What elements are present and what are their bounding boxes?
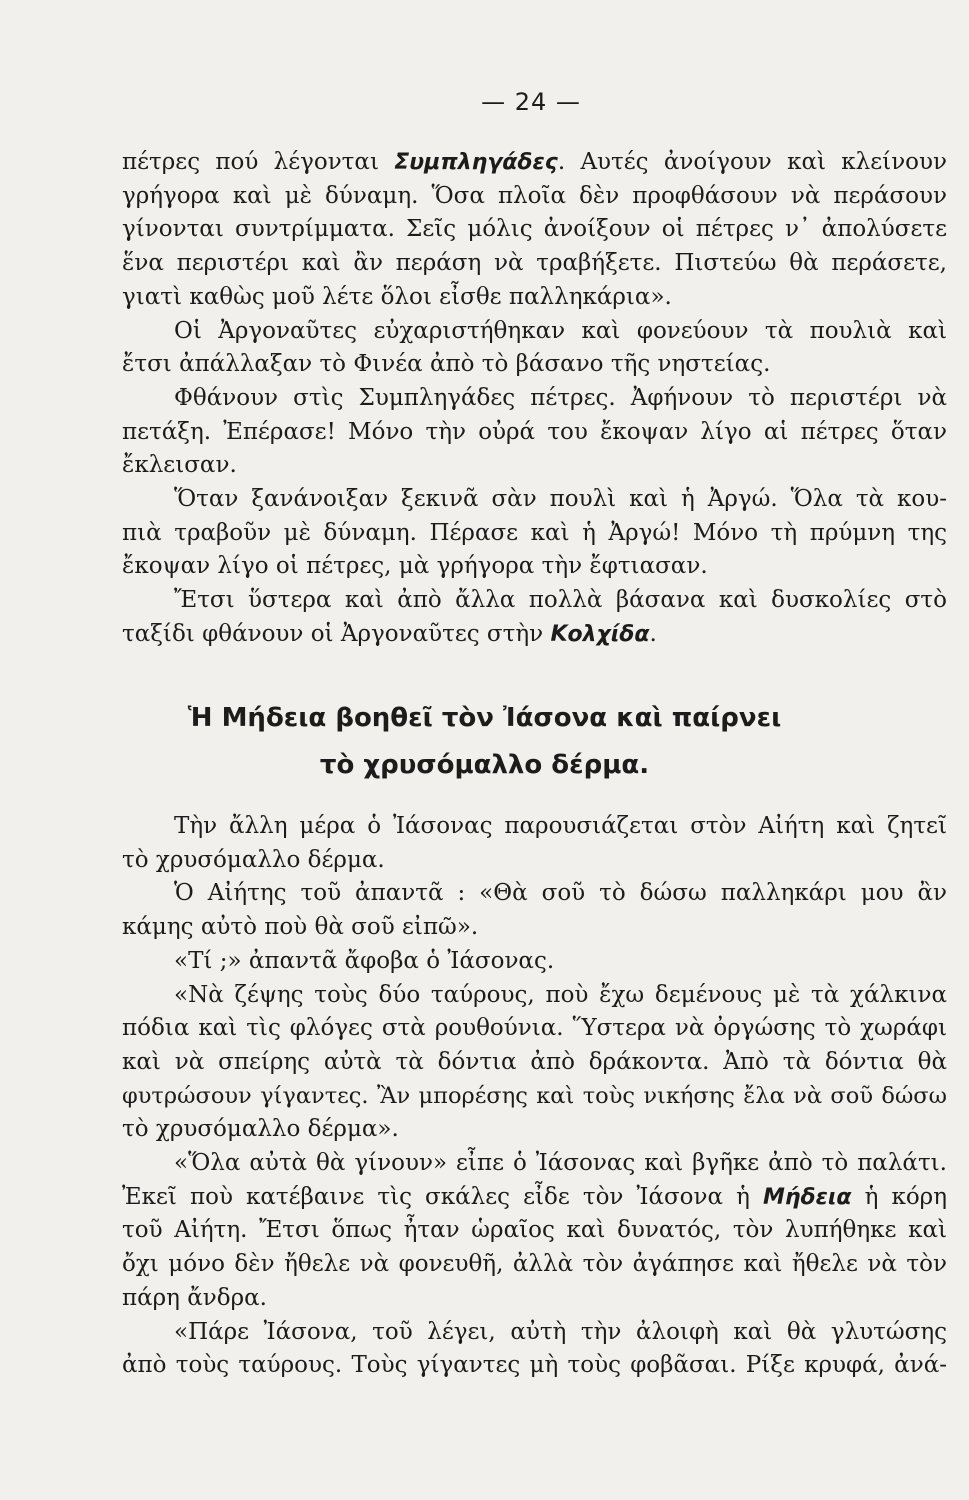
text-line: πάρη ἄνδρα. — [122, 1284, 267, 1311]
emphasized-word: Συμπληγάδες — [394, 150, 558, 175]
story-section-1 — [122, 146, 947, 652]
section-heading-line-1: Ἡ Μήδεια βοηθεῖ τὸν Ἰάσονα καὶ παίρνει — [187, 703, 782, 733]
text-line: πιὰ τραβοῦν μὲ δύναμη. Πέρασε καὶ ἡ Ἀργώ! Μόνο τὴ πρύμνη της — [122, 519, 947, 546]
text-line: πόδια καὶ τὶς φλόγες στὰ ρουθούνια. Ὕστερα νὰ ὀργώσης τὸ χωράφι — [122, 1015, 947, 1042]
text-line: ἔκοψαν λίγο οἱ πέτρες, μὰ γρήγορα τὴν ἔφτιασαν. — [122, 553, 708, 580]
text-line: «Πάρε Ἰάσονα, τοῦ λέγει, αὐτὴ τὴν ἀλοιφὴ καὶ θὰ γλυτώσης — [174, 1318, 947, 1345]
text-line: ἔκλεισαν. — [122, 452, 237, 479]
emphasized-word: Κολχίδα — [550, 621, 650, 647]
text-line: «Ὅλα αὐτὰ θὰ γίνουν» εἶπε ὁ Ἰάσονας καὶ βγῆκε ἀπὸ τὸ παλάτι. — [174, 1150, 947, 1177]
text-line: Οἱ Ἀργοναῦτες εὐχαριστήθηκαν καὶ φονεύουν τὰ πουλιὰ καὶ — [174, 317, 947, 344]
text-line: ἀπὸ τοὺς ταύρους. Τοὺς γίγαντες μὴ τοὺς φοβᾶσαι. Ρίξε κρυφά, ἀνά- — [122, 1352, 947, 1379]
text-line: ὄχι μόνο δὲν ἤθελε νὰ φονευθῆ, ἀλλὰ τὸν ἀγάπησε καὶ ἤθελε νὰ τὸν — [122, 1251, 947, 1278]
text-line: τοῦ Αἰήτη. Ἔτσι ὅπως ἦταν ὡραῖος καὶ δυνατός, τὸν λυπήθηκε καὶ — [122, 1217, 947, 1244]
text-line: «Νὰ ζέψης τοὺς δύο ταύρους, ποὺ ἔχω δεμένους μὲ τὰ χάλκινα — [174, 981, 947, 1008]
text-line: φυτρώσουν γίγαντες. Ἂν μπορέσης καὶ τοὺς νικήσης ἔλα νὰ σοῦ δώσω — [122, 1082, 947, 1109]
emphasized-word: Μήδεια — [762, 1184, 852, 1210]
text-line: πετάξη. Ἐπέρασε! Μόνο τὴν οὐρά του ἔκοψαν λίγο αἱ πέτρες ὅταν — [122, 418, 947, 445]
text-line: πέτρες πού λέγονται Συμπληγάδες. Αυτές ἀνοίγουν καὶ κλείνουν — [122, 149, 947, 175]
text-line: ἕνα περιστέρι καὶ ἂν περάση νὰ τραβήξετε. Πιστεύω θὰ περάσετε, — [122, 250, 947, 277]
text-line: «Τί ;» ἀπαντᾶ ἄφοβα ὁ Ἰάσονας. — [174, 947, 555, 974]
text-line: ἔτσι ἀπάλλαξαν τὸ Φινέα ἀπὸ τὸ βάσανο τῆς νηστείας. — [122, 351, 771, 378]
text-line: γίνονται συντρίμματα. Σεῖς μόλις ἀνοίξουν οἱ πέτρες ν᾽ ἀπολύσετε — [122, 216, 947, 243]
text-line: καὶ νὰ σπείρης αὐτὰ τὰ δόντια ἀπὸ δράκοντα. Ἀπὸ τὰ δόντια θὰ — [122, 1048, 947, 1075]
text-line: τὸ χρυσόμαλλο δέρμα». — [122, 1116, 399, 1143]
text-line: Ὁ Αἰήτης τοῦ ἀπαντᾶ : «Θὰ σοῦ τὸ δώσω παλληκάρι μου ἂν — [174, 880, 947, 907]
text-line: γρήγορα καὶ μὲ δύναμη. Ὅσα πλοῖα δὲν προφθάσουν νὰ περάσουν — [122, 182, 947, 209]
page-number: — 24 — — [481, 88, 581, 116]
section-heading-line-2: τὸ χρυσόμαλλο δέρμα. — [319, 750, 650, 780]
story-section-2 — [122, 810, 947, 1383]
text-line: Ὅταν ξανάνοιξαν ξεκινᾶ σὰν πουλὶ καὶ ἡ Ἀργώ. Ὅλα τὰ κου- — [174, 486, 947, 513]
text-line: ταξίδι φθάνουν οἱ Ἀργοναῦτες στὴν Κολχίδα. — [122, 620, 657, 647]
text-line: Ἔτσι ὕστερα καὶ ἀπὸ ἄλλα πολλὰ βάσανα καὶ δυσκολίες στὸ — [174, 587, 947, 614]
text-line: γιατὶ καθὼς μοῦ λέτε ὅλοι εἶσθε παλληκάρια». — [122, 283, 672, 310]
text-line: τὸ χρυσόμαλλο δέρμα. — [122, 846, 385, 873]
text-line: κάμης αὐτὸ ποὺ θὰ σοῦ εἰπῶ». — [122, 914, 479, 941]
text-line: Τὴν ἄλλη μέρα ὁ Ἰάσονας παρουσιάζεται στὸν Αἰήτη καὶ ζητεῖ — [174, 813, 947, 839]
text-line: Ἐκεῖ ποὺ κατέβαινε τὶς σκάλες εἶδε τὸν Ἰάσονα ἡ Μήδεια ἡ κόρη — [122, 1183, 947, 1210]
text-line: Φθάνουν στὶς Συμπληγάδες πέτρες. Ἀφήνουν τὸ περιστέρι νὰ — [174, 384, 947, 411]
